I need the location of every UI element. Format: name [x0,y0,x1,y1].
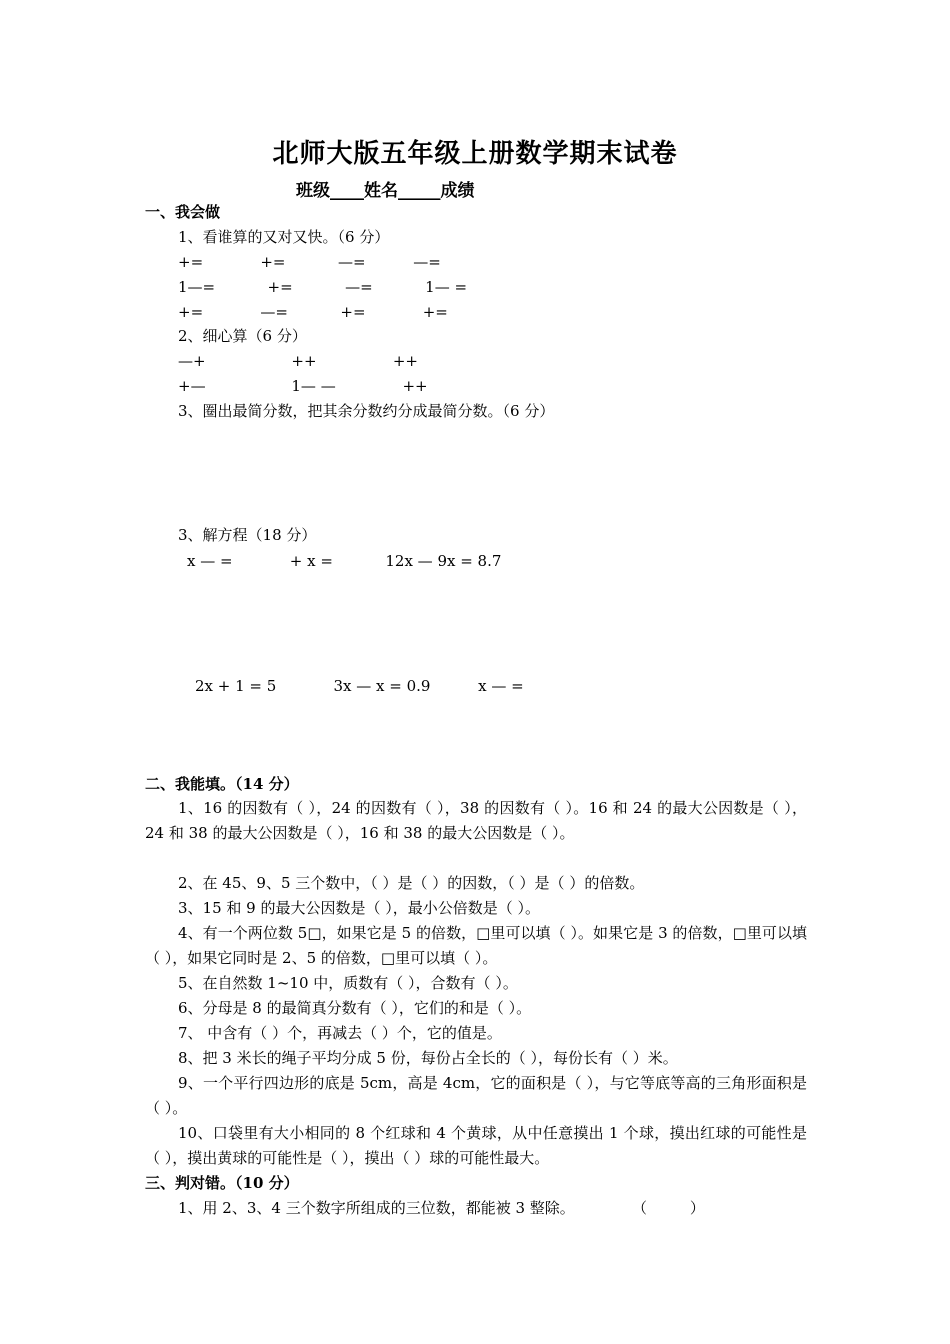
equation-row: x — = + x = 12x — 9x = 8.7 [187,552,502,570]
student-info-line: 班级____姓名_____成绩 [296,181,475,201]
fill-question-6: 6、分母是 8 的最简真分数有（ ），它们的和是（ ）。 [178,999,532,1017]
q1-title: 1、看谁算的又对又快。（6 分） [178,228,390,246]
q1-row: 1—= += —= 1— = [178,278,468,296]
section1-heading: 一、我会做 [145,203,221,221]
fill-question-10: 10、口袋里有大小相同的 8 个红球和 4 个黄球，从中任意摸出 1 个球，摸出红球的可能性是（ ），摸出黄球的可能性是（ ），摸出（ ）球的可能性最大。 [145,1124,807,1167]
judge-question-1: 1、用 2、3、4 三个数字所组成的三位数，都能被 3 整除。 （ ） [178,1199,705,1217]
fill-question-5: 5、在自然数 1~10 中，质数有（ ），合数有（ ）。 [178,974,518,992]
q4-title: 3、解方程（18 分） [178,526,317,544]
q3-title: 3、圈出最简分数，把其余分数约分成最简分数。（6 分） [178,402,555,420]
q1-row: += —= += += [178,303,448,321]
q2-title: 2、细心算（6 分） [178,327,307,345]
q2-row: —+ ++ ++ [178,352,418,370]
section3-heading: 三、判对错。（10 分） [145,1174,299,1192]
equation-row: 2x + 1 = 5 3x — x = 0.9 x — = [195,677,524,695]
fill-question-7: 7、 中含有（ ）个，再减去（ ）个，它的值是。 [178,1024,502,1042]
section2-heading: 二、我能填。（14 分） [145,775,299,793]
q2-row: +— 1— — ++ [178,377,428,395]
fill-question-2: 2、在 45、9、5 三个数中，（ ）是（ ）的因数，（ ）是（ ）的倍数。 [178,874,645,892]
fill-question-8: 8、把 3 米长的绳子平均分成 5 份，每份占全长的（ ），每份长有（ ）米。 [178,1049,678,1067]
fill-question-4: 4、有一个两位数 5□，如果它是 5 的倍数，□里可以填（ ）。如果它是 3 的倍数，□里可以填（ ），如果它同时是 2、5 的倍数，□里可以填（ ）。 [145,924,807,967]
page-title: 北师大版五年级上册数学期末试卷 [272,139,678,169]
fill-question-9: 9、一个平行四边形的底是 5cm，高是 4cm，它的面积是（ ），与它等底等高的三角形面积是（ ）。 [145,1074,807,1117]
fill-question-1: 1、16 的因数有（ ），24 的因数有（ ），38 的因数有（ ）。16 和 24 的最大公因数是（ ），24 和 38 的最大公因数是（ ），16 和 38 的最大公因数是（ ）。 [145,799,807,842]
fill-question-3: 3、15 和 9 的最大公因数是（ ），最小公倍数是（ ）。 [178,899,541,917]
q1-row: += += —= —= [178,253,441,271]
